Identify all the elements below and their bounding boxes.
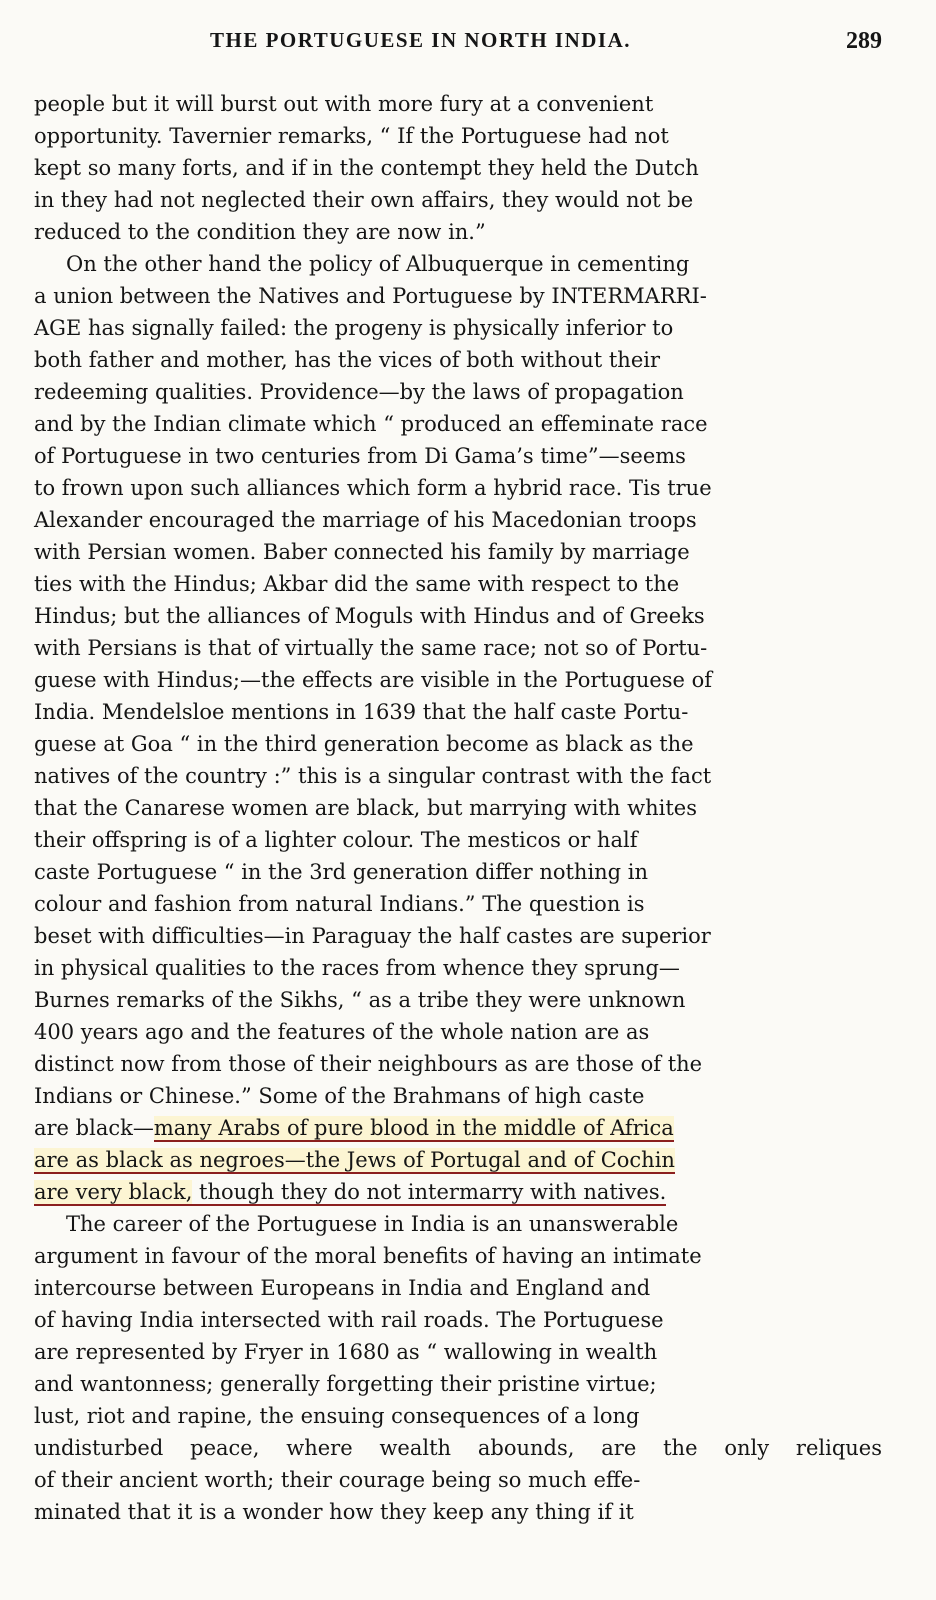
- page-number: 289: [846, 28, 882, 54]
- text-line: On the other hand the policy of Albuquerque in cementing: [66, 252, 690, 276]
- text-line: [34, 1112, 882, 1144]
- text-line: opportunity. Tavernier remarks, “ If the Portuguese had not: [34, 124, 669, 148]
- text-line: and by the Indian climate which “ produced an effeminate race: [34, 412, 708, 436]
- text-line: [34, 1144, 882, 1176]
- text-line: Alexander encouraged the marriage of his Macedonian troops: [34, 508, 697, 532]
- text-line: of Portuguese in two centuries from Di Gama’s time”—seems: [34, 444, 686, 468]
- text-line: both father and mother, has the vices of both without their: [34, 348, 661, 372]
- text-line: of their ancient worth; their courage being so much effe-: [34, 1468, 641, 1492]
- underlined-text: though they do not intermarry with natives.: [192, 1180, 667, 1204]
- text-line: with Persians is that of virtually the same race; not so of Portu-: [34, 636, 708, 660]
- text-line: that the Canarese women are black, but marrying with whites: [34, 796, 697, 820]
- text-line: colour and fashion from natural Indians.” The question is: [34, 892, 645, 916]
- text-line: of having India intersected with rail roads. The Portuguese: [34, 1308, 664, 1332]
- text-line: [34, 1176, 882, 1208]
- text-line: guese with Hindus;—the effects are visible in the Portuguese of: [34, 668, 713, 692]
- text-line: The career of the Portuguese in India is an unanswerable: [66, 1212, 679, 1236]
- text-line: in they had not neglected their own affairs, they would not be: [34, 188, 694, 212]
- text-line: are represented by Fryer in 1680 as “ wallowing in wealth: [34, 1340, 658, 1364]
- highlighted-text: are as black as negroes—the Jews of Portugal and of Cochin: [34, 1148, 675, 1172]
- text-line: intercourse between Europeans in India and England and: [34, 1276, 651, 1300]
- text-line: Indians or Chinese.” Some of the Brahmans of high caste: [34, 1084, 645, 1108]
- highlighted-text: are very black,: [34, 1180, 193, 1204]
- text-line: with Persian women. Baber connected his family by marriage: [34, 540, 690, 564]
- text-line: beset with difficulties—in Paraguay the half castes are superior: [34, 924, 711, 948]
- text-line: natives of the country :” this is a singular contrast with the fact: [34, 764, 712, 788]
- text-line: distinct now from those of their neighbours as are those of the: [34, 1052, 703, 1076]
- text-line: and wantonness; generally forgetting their pristine virtue;: [34, 1372, 657, 1396]
- text-line: to frown upon such alliances which form a hybrid race. Tis true: [34, 476, 712, 500]
- text-line: lust, riot and rapine, the ensuing consequences of a long: [34, 1404, 640, 1428]
- text-line: caste Portuguese “ in the 3rd generation differ nothing in: [34, 860, 649, 884]
- text-line: their offspring is of a lighter colour. The mesticos or half: [34, 828, 638, 852]
- text-line: kept so many forts, and if in the contempt they held the Dutch: [34, 156, 699, 180]
- text-line: argument in favour of the moral benefits of having an intimate: [34, 1244, 702, 1268]
- text-line: undisturbed peace, where wealth abounds, are the only reliques: [34, 1436, 882, 1460]
- text-line: Hindus; but the alliances of Moguls with Hindus and of Greeks: [34, 604, 705, 628]
- text-line: minated that it is a wonder how they keep any thing if it: [34, 1500, 634, 1524]
- text-line: guese at Goa “ in the third generation become as black as the: [34, 732, 694, 756]
- highlighted-text: many Arabs of pure blood in the middle of Africa: [153, 1116, 674, 1140]
- running-head-title: THE PORTUGUESE IN NORTH INDIA.: [210, 28, 632, 52]
- text-line: in physical qualities to the races from whence they sprung—: [34, 956, 680, 980]
- text-line: AGE has signally failed: the progeny is physically inferior to: [34, 316, 674, 340]
- text-line: Burnes remarks of the Sikhs, “ as a tribe they were unknown: [34, 988, 686, 1012]
- text-segment: are black—: [34, 1116, 154, 1140]
- text-line: redeeming qualities. Providence—by the laws of propagation: [34, 380, 684, 404]
- text-line: ties with the Hindus; Akbar did the same with respect to the: [34, 572, 680, 596]
- text-line: people but it will burst out with more fury at a convenient: [34, 92, 654, 116]
- text-line: India. Mendelsloe mentions in 1639 that the half caste Portu-: [34, 700, 689, 724]
- text-line: 400 years ago and the features of the whole nation are as: [34, 1020, 650, 1044]
- text-line: a union between the Natives and Portuguese by INTERMARRI-: [34, 284, 707, 308]
- running-head: [0, 28, 936, 64]
- text-line: reduced to the condition they are now in.”: [34, 220, 486, 244]
